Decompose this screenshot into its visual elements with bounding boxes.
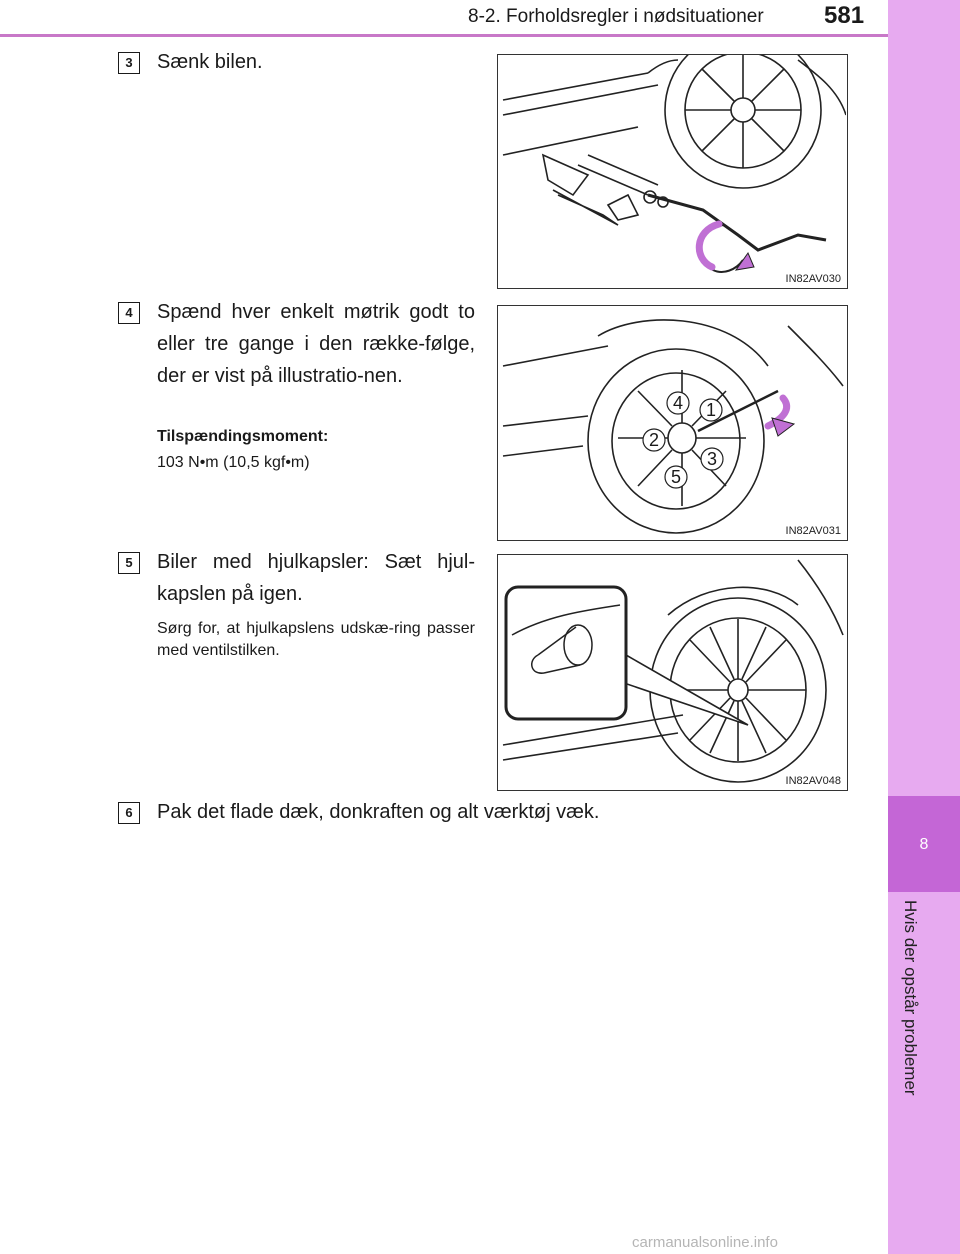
step-3-text: Sænk bilen. [157, 51, 263, 73]
wheel-nut-sequence-illustration [498, 306, 846, 539]
page-number: 581 [824, 2, 865, 29]
figure-wheel-cap [497, 554, 848, 791]
step-number-4: 4 [118, 302, 140, 324]
nut-order-4: 4 [672, 393, 684, 413]
step-6-text: Pak det flade dæk, donkraften og alt værktøj væk. [157, 801, 600, 823]
torque-label: Tilspændingsmoment: [157, 428, 329, 445]
step-5-note: Sørg for, at hjulkapslens udskæ-ring passer med ventilstilken. [157, 620, 475, 659]
figure-code: IN82AV031 [785, 525, 841, 537]
figure-code: IN82AV048 [785, 775, 841, 787]
nut-order-2: 2 [648, 430, 660, 450]
header-divider [0, 34, 888, 37]
torque-value: 103 N•m (10,5 kgf•m) [157, 454, 310, 471]
watermark: carmanualsonline.info [632, 1234, 778, 1251]
step-5-text: Biler med hjulkapsler: Sæt hjul-kapslen på igen. [157, 551, 475, 605]
chapter-title-wrapper [900, 900, 924, 1140]
wheel-cap-illustration [498, 555, 846, 789]
nut-order-1: 1 [705, 400, 717, 420]
step-4-text: Spænd hver enkelt møtrik godt to eller tre gange i den række-følge, der er vist på illustratio-nen. [157, 301, 475, 387]
chapter-side-tab [888, 0, 960, 1254]
figure-nut-order [497, 305, 848, 541]
jack-lowering-illustration [498, 55, 846, 287]
section-title: 8-2. Forholdsregler i nødsituationer [468, 6, 764, 27]
step-number-5: 5 [118, 552, 140, 574]
figure-code: IN82AV030 [785, 273, 841, 285]
figure-lower-car [497, 54, 848, 289]
step-number-3: 3 [118, 52, 140, 74]
step-number-6: 6 [118, 802, 140, 824]
chapter-number: 8 [919, 836, 929, 853]
chapter-title: Hvis der opstår problemer [901, 900, 920, 1096]
nut-order-5: 5 [670, 467, 682, 487]
nut-order-3: 3 [706, 449, 718, 469]
